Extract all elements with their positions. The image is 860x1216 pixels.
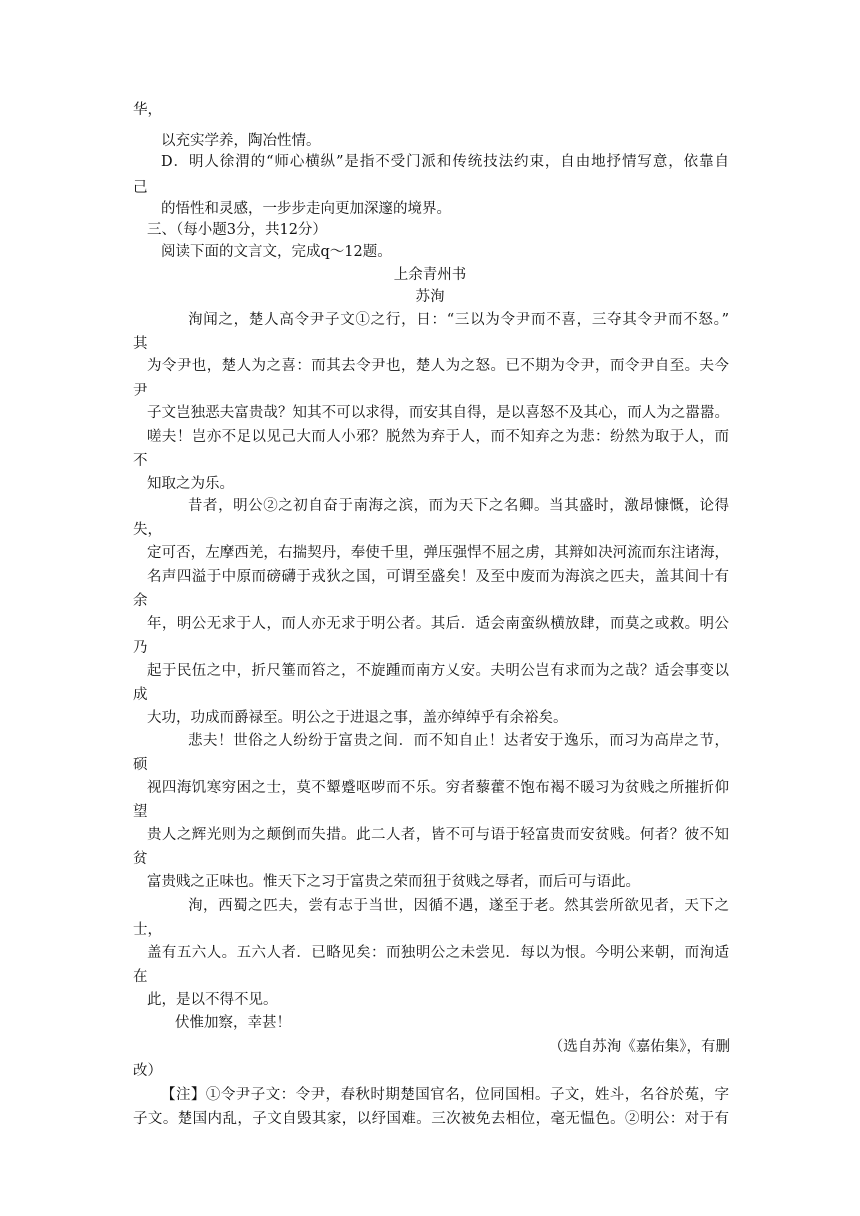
text-line: 昔者，明公②之初自奋于南海之滨，而为天下之名卿。当其盛时，激昂慷慨，论得 bbox=[188, 498, 729, 514]
text-line: 成 bbox=[133, 687, 148, 703]
text-line: 名声四溢于中原而磅礴于戎狄之国，可谓至盛矣！及至中废而为海滨之匹夫，盖其间十有 bbox=[147, 569, 729, 585]
text-line: 尹 bbox=[133, 383, 148, 399]
text-line: 以充实学养，陶冶性情。 bbox=[161, 133, 321, 149]
text-line: 乃 bbox=[133, 640, 148, 656]
text-line: 的悟性和灵感，一步步走向更加深邃的境界。 bbox=[161, 201, 451, 217]
source-note: （选自苏洵《嘉佑集》，有删 bbox=[548, 1039, 730, 1055]
text-line: 盖有五六人。五六人者．已略见矣：而独明公之未尝见．每以为恨。今明公来朝，而洵适 bbox=[147, 945, 729, 961]
text-line: 起于民伍之中，折尺箠而笞之，不旋踵而南方乂安。夫明公岂有求而为之哉？适会事变以 bbox=[147, 663, 729, 679]
instruction: 阅读下面的文言文，完成q～12题。 bbox=[161, 244, 392, 260]
text-line: 悲夫！世俗之人纷纷于富贵之间．而不知自止！达者安于逸乐，而习为高岸之节， bbox=[188, 733, 729, 749]
text-line: 望 bbox=[133, 804, 148, 820]
text-line: 年，明公无求于人，而人亦无求于明公者。其后．适会南蛮纵横放肆，而莫之或救。明公 bbox=[147, 616, 729, 632]
text-line: 士， bbox=[133, 922, 162, 938]
text-line: 富贵贱之正味也。惟天下之习于富贵之荣而狃于贫贱之辱者，而后可与语此。 bbox=[147, 874, 640, 890]
text-line: 贵人之辉光则为之颠倒而失措。此二人者，皆不可与语于轻富贵而安贫贱。何者？彼不知 bbox=[147, 827, 729, 843]
text-line: 定可否，左摩西羌，右揣契丹，奉使千里，弹压强悍不屈之虏，其辩如决河流而东注诸海， bbox=[147, 545, 729, 561]
essay-author: 苏洵 bbox=[415, 289, 445, 305]
text-line: 为令尹也，楚人为之喜：而其去令尹也，楚人为之怒。已不期为令尹，而令尹自至。夫今 bbox=[147, 358, 729, 374]
text-line: 视四海饥寒穷困之士，莫不颦蹙呕哕而不乐。穷者藜藿不饱布褐不暖习为贫贱之所摧折仰 bbox=[147, 780, 729, 796]
text-line: 余 bbox=[133, 593, 148, 609]
text-line: 贫 bbox=[133, 851, 148, 867]
text-line: 洵闻之，楚人高令尹子文①之行，日：“三以为令尹而不喜，三夺其令尹而不怒。” bbox=[188, 312, 729, 328]
text-line: 子文岂独恶夫富贵哉？知其不可以求得，而安其自得，是以喜怒不及其心，而人为之嚣嚣。 bbox=[147, 405, 729, 421]
text-line: 嗟夫！岂亦不足以见己大而人小邪？脱然为弃于人，而不知弃之为悲：纷然为取于人，而 bbox=[147, 429, 729, 445]
closing-line: 伏惟加察，幸甚！ bbox=[175, 1015, 291, 1031]
section-heading: 三、（每小题3分，共12分） bbox=[147, 222, 327, 238]
text-line: 此，是以不得不见。 bbox=[147, 992, 278, 1008]
text-line: 改） bbox=[133, 1063, 162, 1079]
text-line: 己 bbox=[133, 180, 148, 196]
text-line: 华， bbox=[133, 102, 162, 118]
text-line: 在 bbox=[133, 969, 148, 985]
text-line: 硕 bbox=[133, 757, 148, 773]
option-d: D．明人徐渭的“师心横纵”是指不受门派和传统技法约束，自由地抒情写意，依靠自 bbox=[161, 154, 729, 170]
text-line: 大功，功成而爵禄至。明公之于进退之事，盖亦绰绰乎有余裕矣。 bbox=[147, 710, 568, 726]
essay-title: 上余青州书 bbox=[393, 267, 467, 283]
text-line: 不 bbox=[133, 453, 148, 469]
text-line: 失， bbox=[133, 522, 162, 538]
text-line: 洵，西蜀之匹夫，尝有志于当世，因循不遇，遂至于老。然其尝所欲见者，天下之 bbox=[188, 898, 729, 914]
text-line: 知取之为乐。 bbox=[147, 476, 234, 492]
annotation-line: 子文。楚国内乱，子文自毁其家，以纾国难。三次被免去相位，毫无愠色。②明公：对于有 bbox=[133, 1111, 729, 1127]
annotation-line: 【注】①令尹子文：令尹，春秋时期楚国官名，位同国相。子文，姓斗，名谷於菟，字 bbox=[161, 1087, 729, 1103]
text-line: 其 bbox=[133, 336, 148, 352]
